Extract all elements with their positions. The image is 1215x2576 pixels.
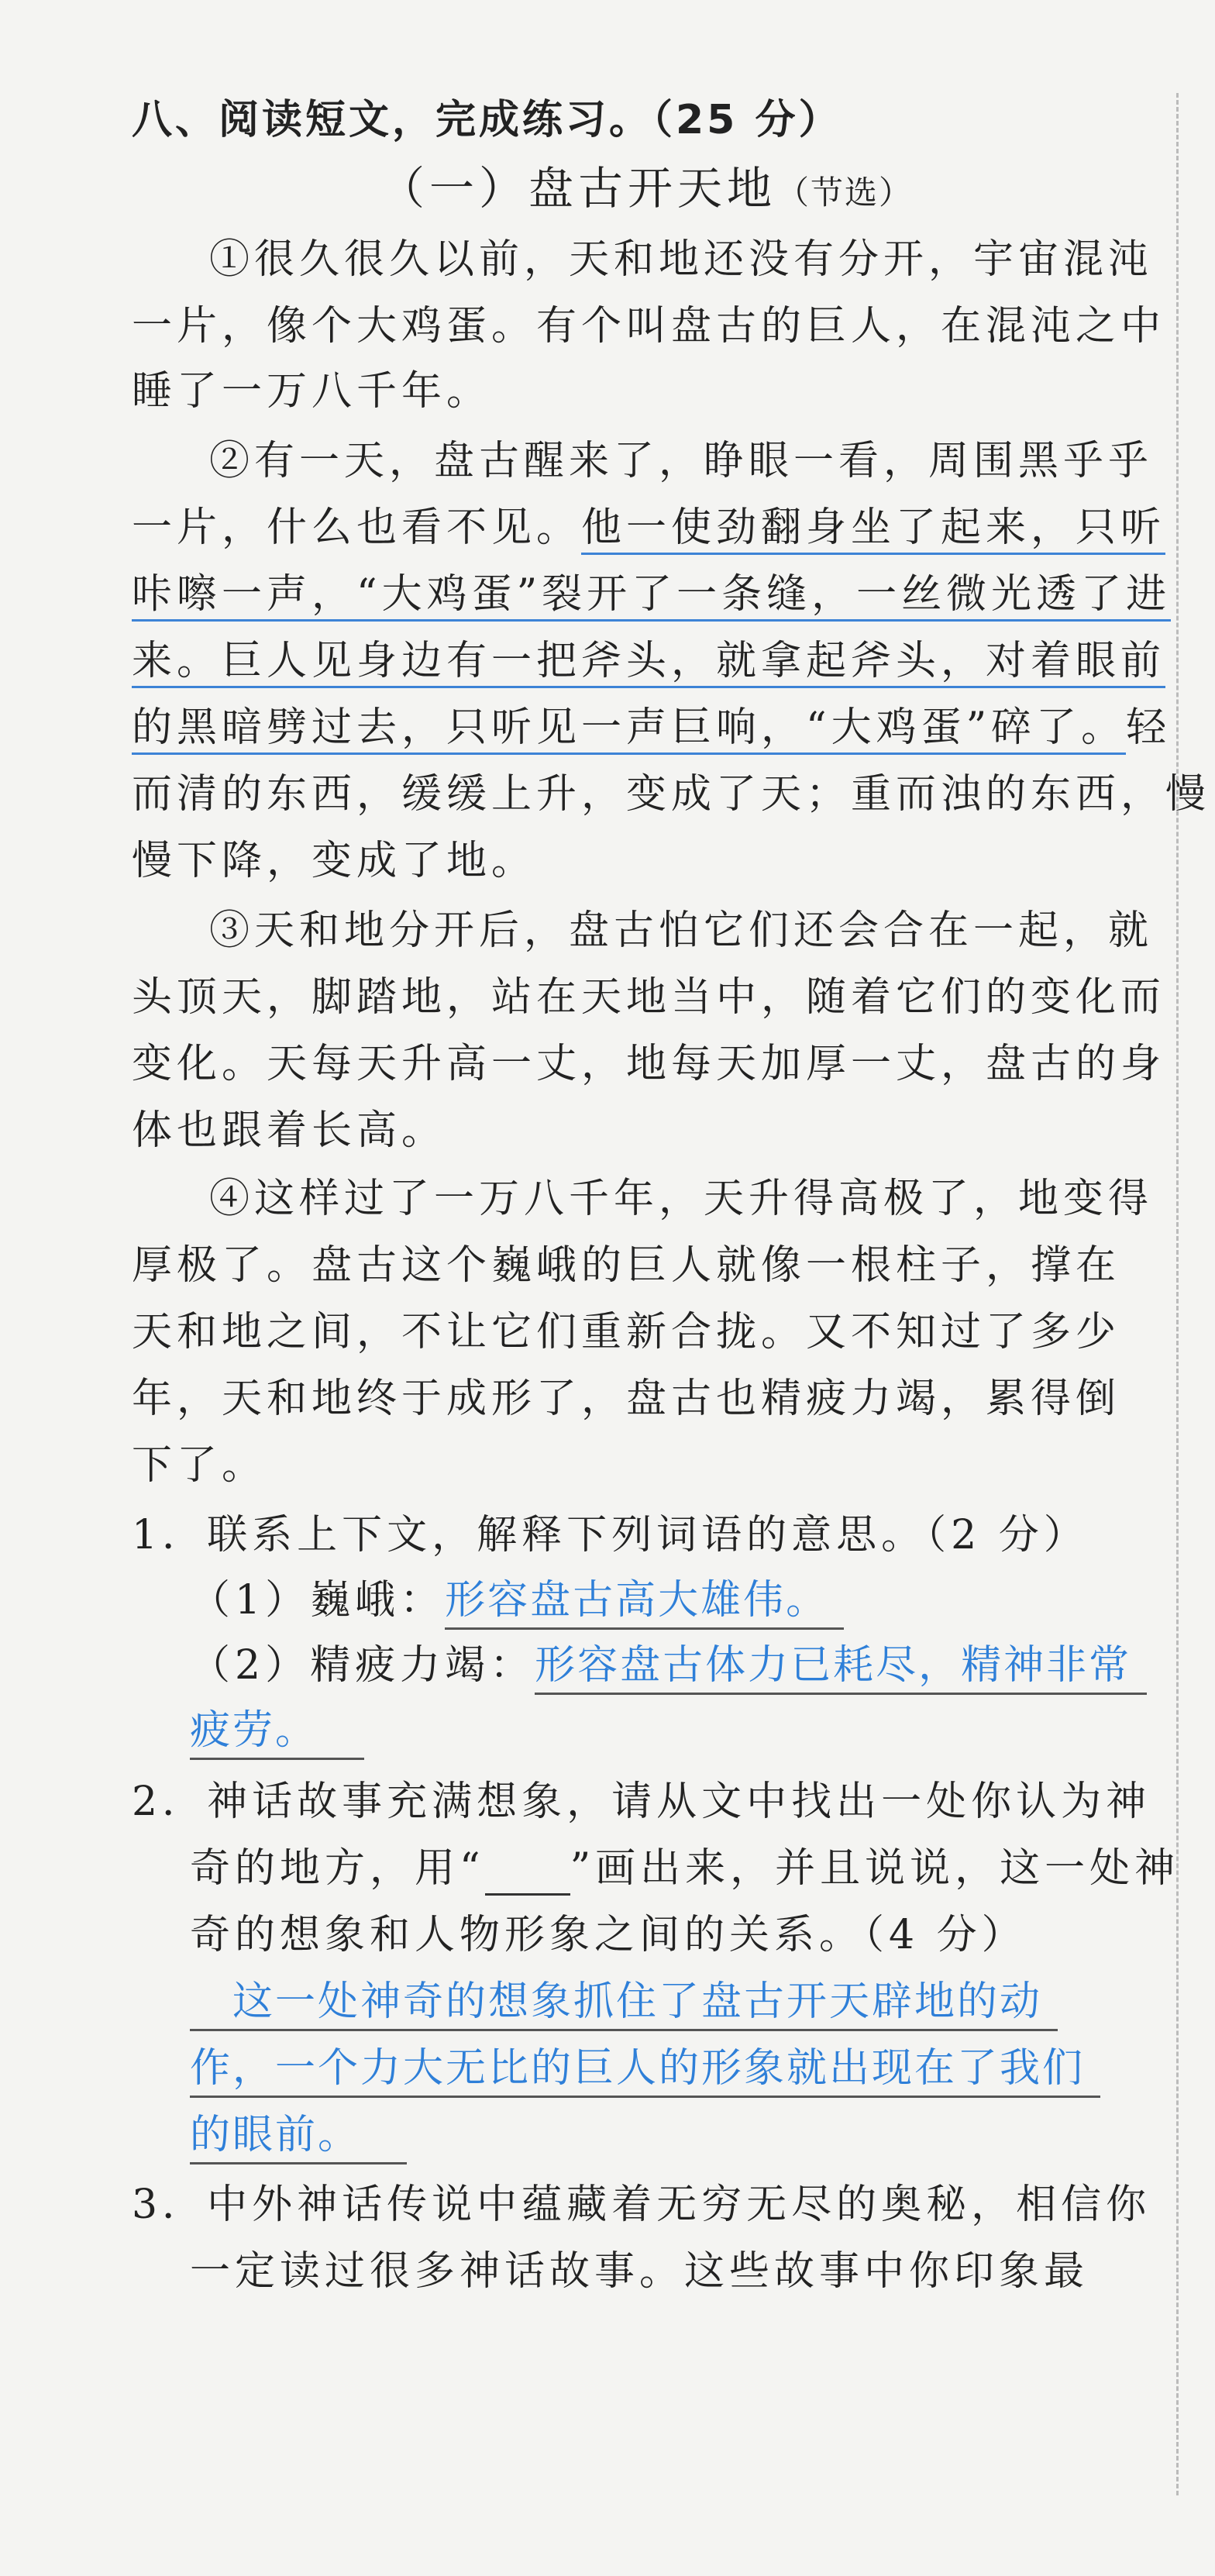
paragraph-2-line <box>132 634 1166 688</box>
paragraph-3-line: 体也跟着长高。 <box>132 1107 447 1154</box>
question-2-answer-line[interactable]: 的眼前。 <box>190 2108 407 2164</box>
passage-title <box>380 161 1215 220</box>
question-1b-continued <box>190 1703 1189 1760</box>
paragraph-2-text: 一片，什么也看不见。 <box>132 505 582 551</box>
question-1a-answer[interactable]: 形容盘古高大雄伟。 <box>445 1573 844 1630</box>
paragraph-2-line: ②有一天，盘古醒来了，睁眼一看，周围黑乎乎 <box>209 438 1154 484</box>
question-1a <box>190 1573 1189 1630</box>
question-2-answer <box>190 1975 1189 2031</box>
paragraph-2-line <box>132 701 1172 755</box>
question-2-answer-line[interactable]: 作，一个力大无比的巨人的形象就出现在了我们 <box>190 2041 1100 2098</box>
question-2-stem: 奇的想象和人物形象之间的关系。（4 分） <box>190 1912 1027 1958</box>
passage-note: （节选） <box>776 174 914 212</box>
paragraph-4-line: 厚极了。盘古这个巍峨的巨人就像一根柱子，撑在 <box>132 1242 1121 1289</box>
paragraph-3-line: 变化。天每天升高一丈，地每天加厚一丈，盘古的身 <box>132 1041 1166 1087</box>
paragraph-2-text: 轻 <box>1126 704 1172 751</box>
paragraph-2-line <box>132 567 1172 622</box>
question-2-stem: 2．神话故事充满想象，请从文中找出一处你认为神 <box>132 1779 1151 1825</box>
paragraph-4-line: 下了。 <box>132 1442 267 1489</box>
question-2-stem-text: 奇的地方，用“ <box>190 1845 485 1892</box>
underlined-sentence: 的黑暗劈过去，只听见一声巨响，“大鸡蛋”碎了。 <box>132 704 1126 755</box>
paragraph-4-line: 年，天和地终于成形了，盘古也精疲力竭，累得倒 <box>132 1376 1121 1422</box>
paragraph-1-line: ①很久很久以前，天和地还没有分开，宇宙混沌 <box>209 236 1154 283</box>
question-1-stem: 1．联系上下文，解释下列词语的意思。（2 分） <box>132 1512 1089 1558</box>
paragraph-2-line: 慢下降，变成了地。 <box>132 838 537 884</box>
question-2-stem <box>190 1841 1189 1896</box>
question-2-answer-line[interactable]: 这一处神奇的想象抓住了盘古开天辟地的动 <box>190 1975 1058 2031</box>
question-2-answer <box>190 2108 1189 2164</box>
question-1b-label: （2）精疲力竭： <box>190 1642 535 1689</box>
paragraph-1-line: 一片，像个大鸡蛋。有个叫盘古的巨人，在混沌之中 <box>132 303 1166 350</box>
paragraph-4-line: 天和地之间，不让它们重新合拢。又不知过了多少 <box>132 1309 1121 1355</box>
paragraph-4-line: ④这样过了一万八千年，天升得高极了，地变得 <box>209 1176 1154 1222</box>
question-2-stem-text: ”画出来，并且说说，这一处神 <box>570 1845 1180 1892</box>
underlined-sentence: 来。巨人见身边有一把斧头，就拿起斧头，对着眼前 <box>132 638 1165 688</box>
paragraph-3-line: ③天和地分开后，盘古怕它们还会合在一起，就 <box>209 907 1154 954</box>
question-1b <box>190 1638 1189 1695</box>
question-1a-label: （1）巍峨： <box>190 1577 446 1624</box>
question-1b-answer-continued[interactable]: 疲劳。 <box>190 1703 364 1760</box>
question-3-stem: 3．中外神话传说中蕴藏着无穷无尽的奥秘，相信你 <box>132 2182 1151 2228</box>
paragraph-2-line: 而清的东西，缓缓上升，变成了天；重而浊的东西，慢 <box>132 771 1211 818</box>
paragraph-2-line <box>132 501 1166 555</box>
underlined-sentence: 咔嚓一声，“大鸡蛋”裂开了一条缝，一丝微光透了进 <box>132 571 1171 622</box>
section-heading: 八、阅读短文，完成练习。（25 分） <box>132 97 842 143</box>
underline-blank-sample <box>485 1859 570 1896</box>
question-2-answer <box>190 2041 1189 2098</box>
paragraph-1-line: 睡了一万八千年。 <box>132 368 492 415</box>
paragraph-3-line: 头顶天，脚踏地，站在天地当中，随着它们的变化而 <box>132 974 1166 1021</box>
question-3-stem: 一定读过很多神话故事。这些故事中你印象最 <box>190 2248 1089 2295</box>
passage-title-text: （一）盘古开天地 <box>380 162 777 215</box>
underlined-sentence: 他一使劲翻身坐了起来，只听 <box>581 505 1165 555</box>
question-1b-answer[interactable]: 形容盘古体力已耗尽，精神非常 <box>535 1638 1147 1695</box>
